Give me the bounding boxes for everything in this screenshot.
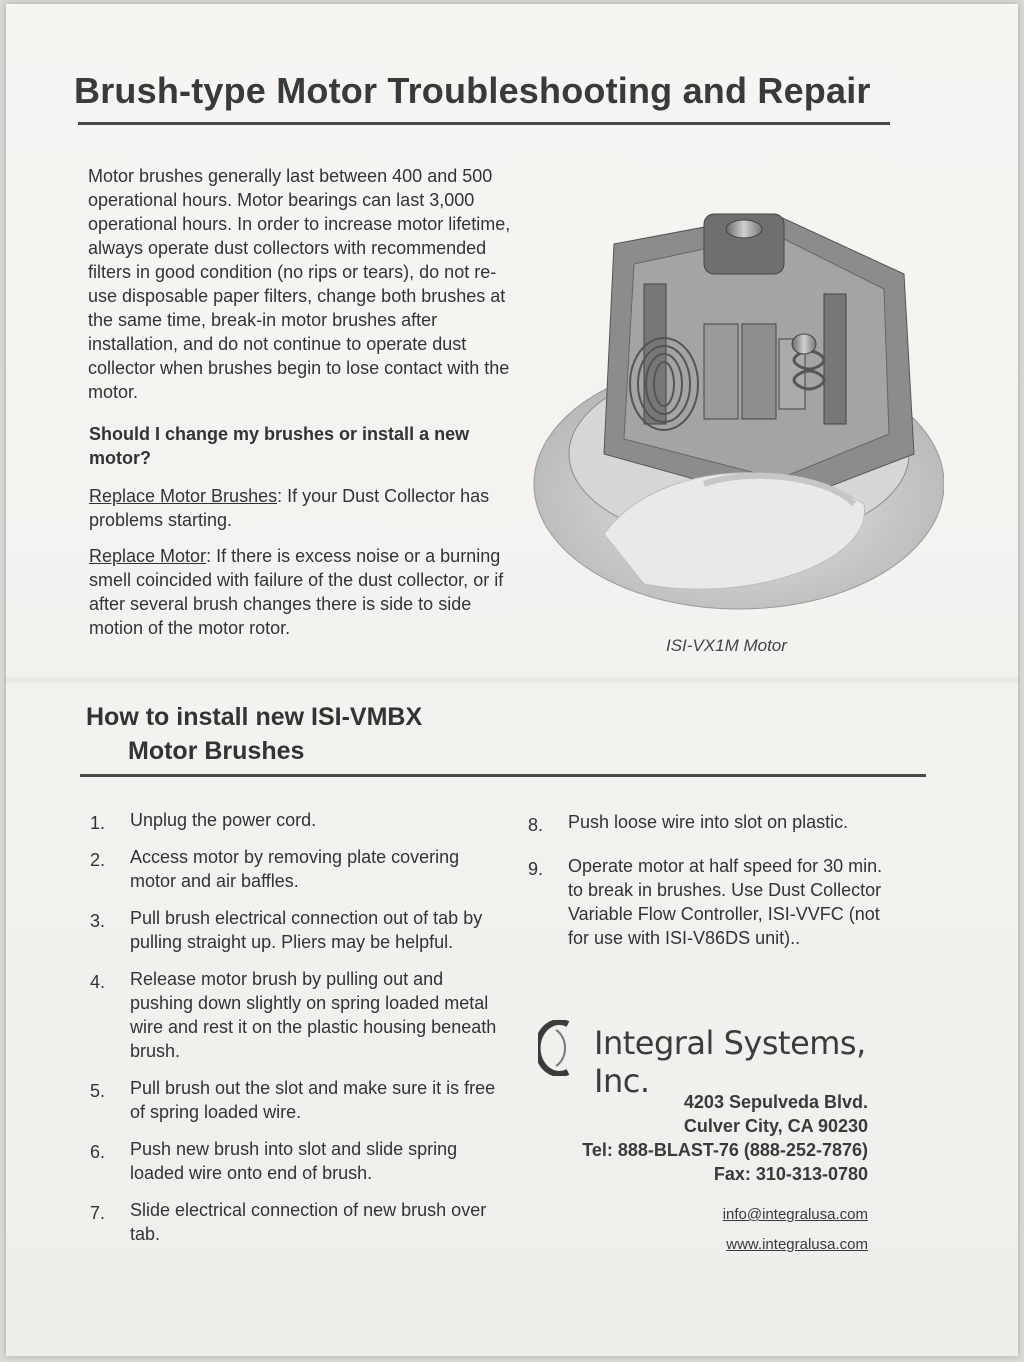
replace-brushes-text: : If your Dust Collector has problems starting. <box>89 486 490 530</box>
step-number: 5. <box>90 1081 106 1101</box>
question-heading: Should I change my brushes or install a new motor? <box>89 424 470 468</box>
step-text: Pull brush out the slot and make sure it is free of spring loaded wire. <box>130 1078 496 1122</box>
step-item <box>86 906 506 954</box>
install-heading <box>86 700 546 768</box>
motor-photo <box>524 204 944 624</box>
website-link[interactable]: www.integralusa.com <box>726 1236 868 1253</box>
step-text: Access motor by removing plate covering motor and air baffles. <box>130 847 460 891</box>
step-text: Pull brush electrical connection out of tab by pulling straight up. Pliers may be helpful. <box>130 908 483 952</box>
step-number: 2. <box>90 850 106 870</box>
step-number: 9. <box>528 859 544 879</box>
step-text: Operate motor at half speed for 30 min. to break in brushes. Use Dust Collector Variable Flow Controller, ISI-VVFC (not for use with ISI-V86DS unit).. <box>568 856 883 948</box>
step-number: 1. <box>90 813 106 833</box>
step-item <box>86 1076 506 1124</box>
company-name: Integral Systems, Inc. <box>594 1024 866 1100</box>
step-item <box>86 967 506 1063</box>
page-title: Brush-type Motor Troubleshooting and Repair <box>74 70 871 111</box>
step-item <box>86 1137 506 1185</box>
steps-list-left <box>86 808 506 1259</box>
address-line2: Culver City, CA 90230 <box>683 1116 868 1136</box>
step-text: Push loose wire into slot on plastic. <box>568 812 849 832</box>
install-heading-line2: Motor Brushes <box>128 737 305 765</box>
step-item <box>86 1198 506 1246</box>
paper-fold <box>6 676 1018 684</box>
step-number: 3. <box>90 911 106 931</box>
step-item <box>86 845 506 893</box>
telephone: Tel: 888-BLAST-76 (888-252-7876) <box>582 1140 868 1160</box>
install-heading-line1: How to install new ISI-VMBX <box>86 703 423 731</box>
step-item <box>524 810 884 834</box>
document-page <box>6 4 1018 1356</box>
step-item <box>524 854 884 950</box>
company-address <box>582 1090 868 1186</box>
replace-brushes-paragraph <box>89 484 514 532</box>
step-number: 4. <box>90 972 106 992</box>
step-item <box>86 808 506 832</box>
step-number: 8. <box>528 815 544 835</box>
replace-motor-label: Replace Motor <box>89 546 207 566</box>
fax: Fax: 310-313-0780 <box>713 1164 868 1184</box>
company-logo <box>538 1018 888 1100</box>
step-text: Push new brush into slot and slide spring loaded wire onto end of brush. <box>130 1139 458 1183</box>
replace-motor-paragraph <box>89 544 514 640</box>
replace-motor-text: : If there is excess noise or a burning smell coincided with failure of the dust collector, or if after several brush changes there is side to side motion of the motor rotor. <box>89 546 504 638</box>
title-divider <box>78 122 890 125</box>
install-divider <box>80 774 926 777</box>
company-links <box>723 1200 868 1260</box>
step-text: Release motor brush by pulling out and pushing down slightly on spring loaded metal wire and rest it on the plastic housing beneath brush. <box>130 969 497 1061</box>
email-link[interactable]: info@integralusa.com <box>722 1206 868 1223</box>
address-line1: 4203 Sepulveda Blvd. <box>683 1092 868 1112</box>
logo-ring-icon <box>538 1020 586 1076</box>
step-text: Unplug the power cord. <box>130 810 317 830</box>
figure-caption: ISI-VX1M Motor <box>666 636 787 655</box>
replace-brushes-label: Replace Motor Brushes <box>89 486 278 506</box>
step-number: 7. <box>90 1203 106 1223</box>
step-number: 6. <box>90 1142 106 1162</box>
step-text: Slide electrical connection of new brush over tab. <box>130 1200 487 1244</box>
steps-list-right <box>524 810 884 970</box>
intro-paragraph: Motor brushes generally last between 400 and 500 operational hours. Motor bearings can last 3,000 operational hours. In order to increase motor lifetime, always operate dust collectors with recommended filters in good condition (no rips or tears), do not re-use disposable paper filters, change both brushes at the same time, break-in motor brushes after installation, and do not continue to operate dust collector when brushes begin to lose contact with the motor. <box>88 166 511 402</box>
